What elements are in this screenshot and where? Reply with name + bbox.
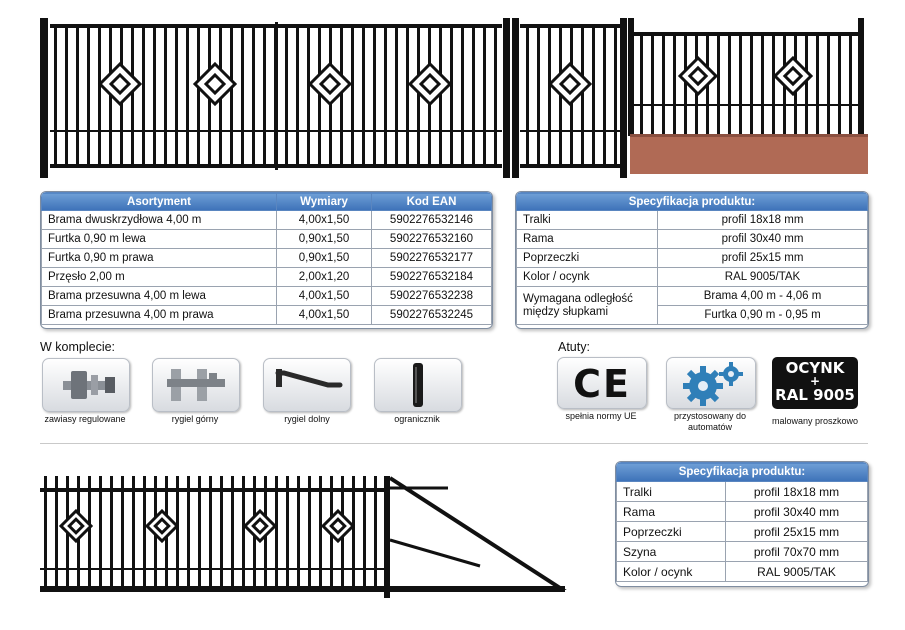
ornament xyxy=(410,64,450,104)
sliding-gate-image xyxy=(38,470,568,605)
picket xyxy=(297,476,300,592)
brick-wall xyxy=(630,134,868,174)
table-row xyxy=(617,562,868,582)
table-row xyxy=(42,268,492,287)
wicket-gate-image xyxy=(512,18,627,178)
table-row xyxy=(42,306,492,325)
post xyxy=(40,18,48,178)
picket xyxy=(197,24,200,168)
spec-label: Tralki xyxy=(517,211,658,230)
hinge-icon xyxy=(42,358,130,412)
picket xyxy=(838,32,841,134)
picket xyxy=(614,24,617,168)
picket xyxy=(198,476,201,592)
fence-panel-image xyxy=(628,18,868,178)
post xyxy=(512,18,519,178)
picket xyxy=(450,24,453,168)
rail xyxy=(520,164,620,168)
product-ean: 5902276532238 xyxy=(372,287,492,306)
spec-label-spacing xyxy=(517,287,658,325)
spec-value: profil 70x70 mm xyxy=(726,542,868,562)
picket xyxy=(186,24,189,168)
picket xyxy=(153,24,156,168)
spec-value: RAL 9005/TAK xyxy=(658,268,868,287)
picket xyxy=(110,476,113,592)
picket xyxy=(296,24,299,168)
header-ean: Kod EAN xyxy=(372,193,492,211)
picket xyxy=(285,24,288,168)
picket xyxy=(175,24,178,168)
spec-value: Brama 4,00 m - 4,06 m xyxy=(658,287,868,306)
spec-value: RAL 9005/TAK xyxy=(726,562,868,582)
product-name: Brama dwuskrzydłowa 4,00 m xyxy=(42,211,277,230)
assortment-table xyxy=(41,192,492,325)
rail xyxy=(40,568,388,570)
product-ean: 5902276532184 xyxy=(372,268,492,287)
picket xyxy=(252,24,255,168)
kit-item-label: zawiasy regulowane xyxy=(44,414,126,424)
picket xyxy=(816,32,819,134)
product-ean: 5902276532245 xyxy=(372,306,492,325)
badge-plus: + xyxy=(809,374,821,388)
picket xyxy=(176,476,179,592)
wall-cap xyxy=(630,134,868,137)
ornament xyxy=(61,511,91,541)
picket xyxy=(231,476,234,592)
spec-label: Tralki xyxy=(617,482,726,502)
product-name: Furtka 0,90 m lewa xyxy=(42,230,277,249)
post xyxy=(858,18,864,136)
picket xyxy=(241,24,244,168)
picket xyxy=(384,24,387,168)
picket xyxy=(603,24,606,168)
kit-heading: W komplecie: xyxy=(40,340,116,354)
automation-caption-line2: automatów xyxy=(687,422,733,432)
picket xyxy=(548,24,551,168)
picket xyxy=(275,476,278,592)
rail xyxy=(634,32,858,36)
assortment-table-frame xyxy=(40,191,493,329)
post xyxy=(384,476,390,598)
picket xyxy=(54,24,57,168)
picket xyxy=(352,476,355,592)
spec-table-1-title: Specyfikacja produktu: xyxy=(517,193,868,211)
table-row xyxy=(617,542,868,562)
badge-line1: OCYNK xyxy=(785,359,845,377)
picket xyxy=(651,32,654,134)
frame-post xyxy=(275,22,278,170)
picket xyxy=(526,24,529,168)
spec-label: Rama xyxy=(517,230,658,249)
picket xyxy=(728,32,731,134)
rail xyxy=(40,586,388,592)
spec-table-1 xyxy=(516,192,868,325)
picket xyxy=(187,476,190,592)
picket xyxy=(220,476,223,592)
ornament xyxy=(195,64,235,104)
stopper-icon xyxy=(374,358,462,412)
picket xyxy=(242,476,245,592)
spec-value: Furtka 0,90 m - 0,95 m xyxy=(658,306,868,325)
picket xyxy=(373,24,376,168)
product-size: 2,00x1,20 xyxy=(277,268,372,287)
picket xyxy=(55,476,58,592)
picket xyxy=(592,24,595,168)
spec-label: Szyna xyxy=(617,542,726,562)
table-row xyxy=(617,502,868,522)
bottom-bolt-icon xyxy=(263,358,351,412)
table-row xyxy=(517,249,868,268)
header-dimensions: Wymiary xyxy=(277,193,372,211)
spec-value: profil 30x40 mm xyxy=(726,502,868,522)
picket xyxy=(44,476,47,592)
picket xyxy=(673,32,676,134)
automation-caption xyxy=(656,411,764,433)
ornament xyxy=(245,511,275,541)
spec-label: Poprzeczki xyxy=(517,249,658,268)
galvanized-badge xyxy=(772,357,858,409)
picket xyxy=(717,32,720,134)
post xyxy=(503,18,510,178)
product-name: Przęsło 2,00 m xyxy=(42,268,277,287)
picket xyxy=(76,24,79,168)
picket xyxy=(494,24,497,168)
picket xyxy=(406,24,409,168)
picket xyxy=(417,24,420,168)
picket xyxy=(374,476,377,592)
top-bolt-icon xyxy=(152,358,240,412)
picket xyxy=(142,24,145,168)
table-row xyxy=(42,211,492,230)
picket xyxy=(351,24,354,168)
ce-mark-text: CE xyxy=(573,362,631,406)
spec-value: profil 25x15 mm xyxy=(726,522,868,542)
spec-label: Poprzeczki xyxy=(617,522,726,542)
product-size: 0,90x1,50 xyxy=(277,249,372,268)
picket xyxy=(461,24,464,168)
product-size: 4,00x1,50 xyxy=(277,306,372,325)
double-gate-image xyxy=(40,18,510,178)
product-name: Brama przesuwna 4,00 m prawa xyxy=(42,306,277,325)
spec-label: Kolor / ocynk xyxy=(617,562,726,582)
picket xyxy=(662,32,665,134)
spec-table-1-frame xyxy=(515,191,869,329)
advantages-heading: Atuty: xyxy=(558,340,590,354)
picket xyxy=(99,476,102,592)
product-ean: 5902276532146 xyxy=(372,211,492,230)
post xyxy=(628,18,634,136)
kit-item-label: rygiel dolny xyxy=(284,414,330,424)
ornament xyxy=(323,511,353,541)
picket xyxy=(340,24,343,168)
picket xyxy=(131,24,134,168)
spec-table-2-frame xyxy=(615,461,869,587)
picket xyxy=(739,32,742,134)
ornament xyxy=(147,511,177,541)
picket xyxy=(362,24,365,168)
picket xyxy=(319,476,322,592)
picket xyxy=(164,24,167,168)
product-ean: 5902276532177 xyxy=(372,249,492,268)
section-divider xyxy=(40,443,868,444)
picket xyxy=(761,32,764,134)
table-row xyxy=(517,230,868,249)
gears-icon xyxy=(666,357,756,409)
picket xyxy=(537,24,540,168)
table-row xyxy=(617,482,868,502)
spacing-label-line1: Wymagana odległość xyxy=(523,292,633,305)
ornament xyxy=(310,64,350,104)
picket xyxy=(65,24,68,168)
picket xyxy=(143,476,146,592)
badge-line2: RAL 9005 xyxy=(775,386,855,404)
picket xyxy=(209,476,212,592)
picket xyxy=(308,476,311,592)
product-name: Furtka 0,90 m prawa xyxy=(42,249,277,268)
counterweight-frame xyxy=(390,478,560,588)
spec-label: Rama xyxy=(617,502,726,522)
rail xyxy=(390,586,565,592)
picket xyxy=(581,24,584,168)
spec-value: profil 30x40 mm xyxy=(658,230,868,249)
automation-caption-line1: przystosowany do xyxy=(673,411,747,421)
product-ean: 5902276532160 xyxy=(372,230,492,249)
table-row xyxy=(42,287,492,306)
spec-value: profil 18x18 mm xyxy=(726,482,868,502)
picket xyxy=(121,476,124,592)
picket xyxy=(640,32,643,134)
ce-mark-icon xyxy=(557,357,647,409)
kit-item-label: rygiel górny xyxy=(171,414,219,424)
picket xyxy=(88,476,91,592)
product-name: Brama przesuwna 4,00 m lewa xyxy=(42,287,277,306)
spec-label: Kolor / ocynk xyxy=(517,268,658,287)
picket xyxy=(827,32,830,134)
ce-caption: spełnia normy UE xyxy=(565,411,637,421)
picket xyxy=(849,32,852,134)
table-row xyxy=(517,268,868,287)
spec-table-2 xyxy=(616,462,868,582)
table-row xyxy=(42,230,492,249)
spec-table-2-title: Specyfikacja produktu: xyxy=(617,463,868,482)
spec-value: profil 25x15 mm xyxy=(658,249,868,268)
kit-item-label: ogranicznik xyxy=(394,414,440,424)
picket xyxy=(87,24,90,168)
picket xyxy=(472,24,475,168)
rail xyxy=(520,130,620,132)
table-row xyxy=(617,522,868,542)
product-size: 4,00x1,50 xyxy=(277,211,372,230)
picket xyxy=(132,476,135,592)
picket xyxy=(483,24,486,168)
product-size: 4,00x1,50 xyxy=(277,287,372,306)
brace xyxy=(390,540,480,566)
spacing-label-line2: między słupkami xyxy=(523,305,608,318)
picket xyxy=(395,24,398,168)
picket xyxy=(263,24,266,168)
table-row xyxy=(517,211,868,230)
rail xyxy=(634,104,858,106)
picket xyxy=(772,32,775,134)
picket xyxy=(286,476,289,592)
picket xyxy=(230,24,233,168)
rail xyxy=(40,488,388,492)
picket xyxy=(750,32,753,134)
post xyxy=(620,18,627,178)
badge-caption: malowany proszkowo xyxy=(771,416,859,426)
picket xyxy=(98,24,101,168)
rail xyxy=(520,24,620,28)
table-row xyxy=(517,287,868,306)
picket xyxy=(363,476,366,592)
product-size: 0,90x1,50 xyxy=(277,230,372,249)
picket xyxy=(307,24,310,168)
table-row xyxy=(42,249,492,268)
header-assortment: Asortyment xyxy=(42,193,277,211)
spec-value: profil 18x18 mm xyxy=(658,211,868,230)
